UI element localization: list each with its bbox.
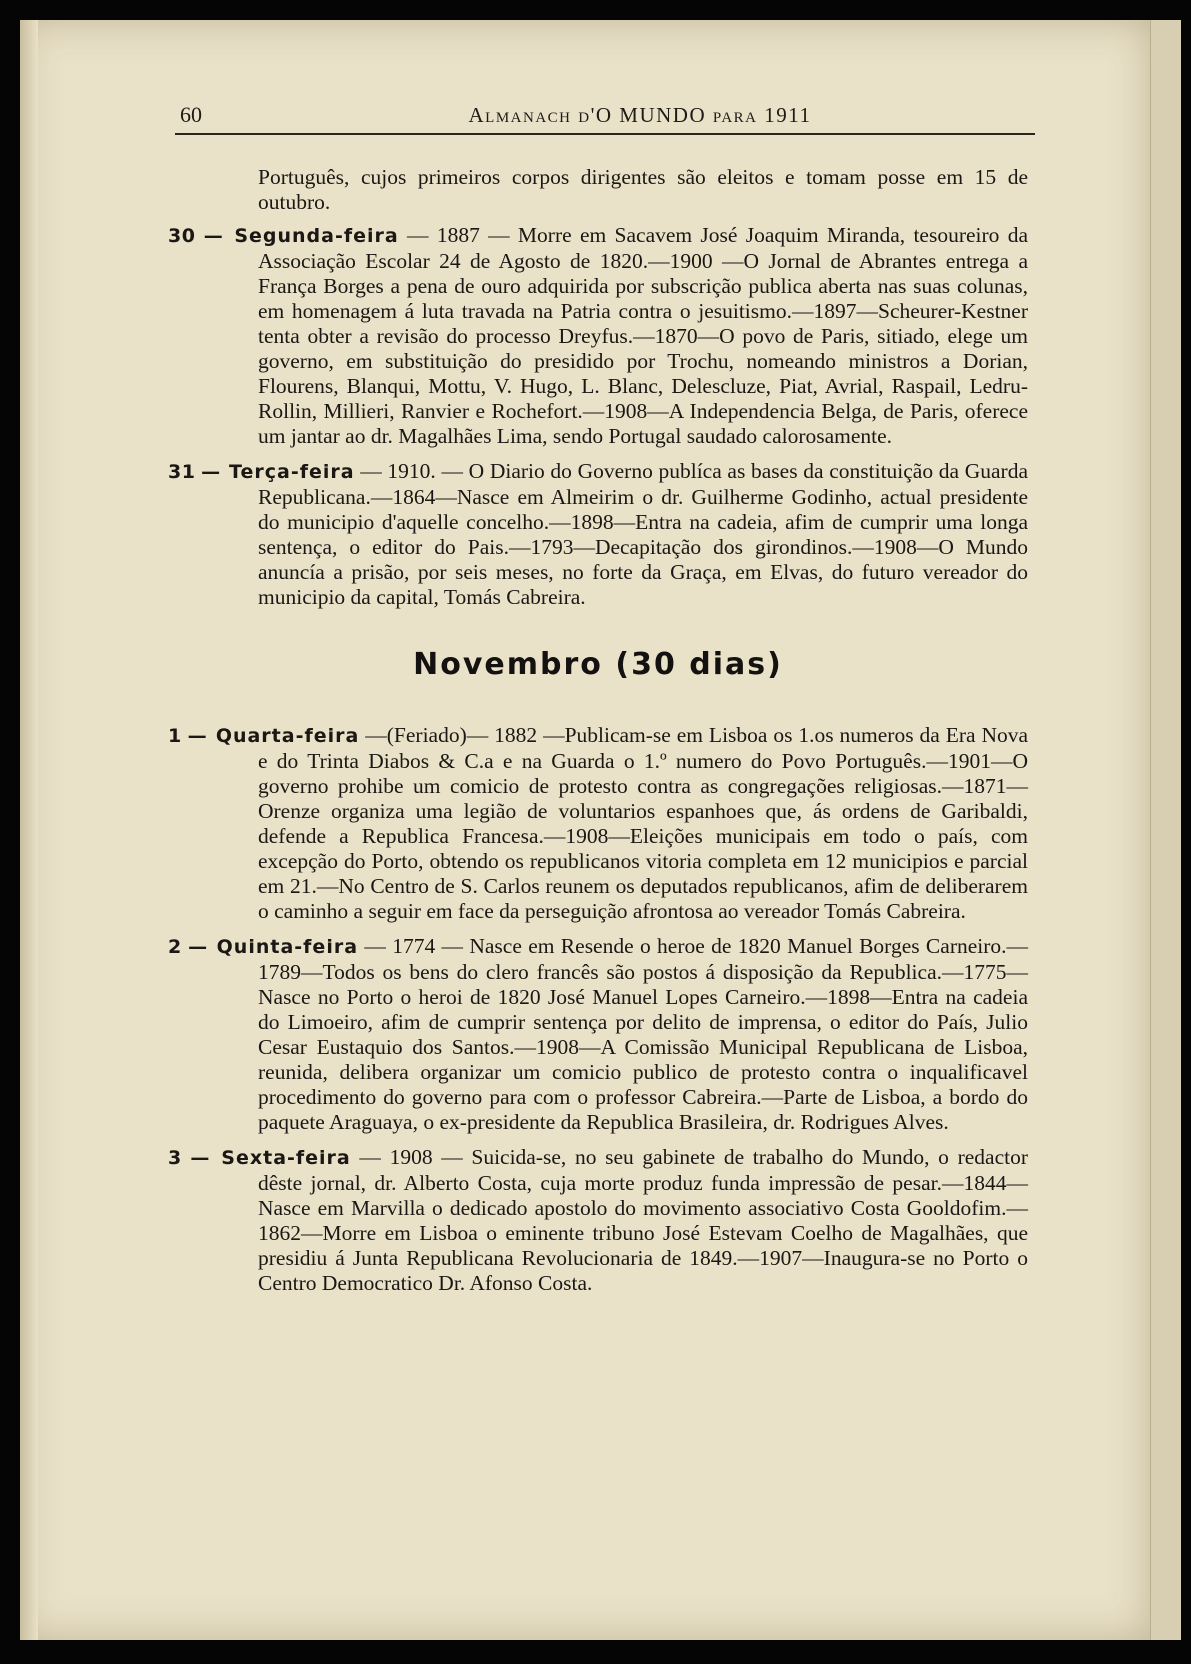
entry-nov-3 (168, 1145, 1028, 1296)
day-number: 2 (168, 936, 182, 958)
day-number: 3 (168, 1147, 182, 1169)
entry-nov-2 (168, 934, 1028, 1135)
weekday-label: — Quinta-feira (188, 936, 359, 958)
running-title: Almanach d'O MUNDO para 1911 (468, 103, 812, 127)
entry-text: — 1887 — Morre em Sacavem José Joaquim Miranda, tesoureiro da Associação Escolar 24 de Agosto de 1820.—1900 —O Jornal de Abrantes entrega a França Borges a pena de ouro adquirida por subscrição publica aberta nas suas colunas, em homenagem á luta travada na Patria contra o jesuitismo.—1897—Scheurer-Kestner tenta obter a revisão do processo Dreyfus.—1870—O povo de Paris, sitiado, elege um governo, em substituição do presidido por Trochu, nomeando ministros a Dorian, Flourens, Blanqui, Mottu, V. Hugo, L. Blanc, Delescluze, Piat, Avrial, Raspail, Ledru-Rollin, Millieri, Ranvier e Rochefort.—1908—A Independencia Belga, de Paris, oferece um jantar ao dr. Magalhães Lima, sendo Portugal saudado calorosamente. (258, 223, 1029, 448)
page-body (168, 165, 1028, 1306)
page-gutter-shadow (20, 20, 38, 1640)
entry-text: — 1774 — Nasce em Resende o heroe de 1820 Manuel Borges Carneiro.—1789—Todos os bens do clero francês são postos á disposição da Republica.—1775—Nasce no Porto o heroi de 1820 José Manuel Lopes Carneiro.—1898—Entra na cadeia do Limoeiro, afim de cumprir sentença por delito de imprensa, o editor do País, Julio Cesar Eustaquio dos Santos.—1908—A Comissão Municipal Republicana de Lisboa, reunida, delibera organizar um comicio publico de protesto contra o inqualificavel procedimento do governo para com o professor Cabreira.—Parte de Lisboa, a bordo do paquete Araguaya, o ex-presidente da Republica Brasileira, dr. Rodrigues Alves. (258, 934, 1029, 1134)
day-number: 30 (168, 225, 196, 247)
weekday-label: — Sexta-feira (190, 1147, 351, 1169)
weekday-label: — Quarta-feira (187, 725, 360, 747)
page-number: 60 (180, 102, 202, 127)
month-heading: Novembro (30 dias) (413, 647, 783, 682)
page-header (180, 88, 1040, 128)
weekday-label: — Terça-feira (201, 461, 355, 483)
entry-text: — 1910. — O Diario do Governo publíca as bases da constituição da Guarda Republicana.—1864—Nasce em Almeirim o dr. Guilherme Godinho, actual presidente do municipio d'aquelle concelho.—1898—Entra na cadeia, afim de cumprir uma longa sentença, o editor do Pais.—1793—Decapitação dos girondinos.—1908—O Mundo anuncía a prisão, por seis meses, no forte da Graça, em Elvas, do futuro vereador do municipio da capital, Tomás Cabreira. (258, 459, 1028, 609)
intro-continuation: Português, cujos primeiros corpos dirigentes são eleitos e tomam posse em 15 de outubro. (258, 165, 1028, 214)
entry-nov-1 (168, 723, 1028, 924)
entry-text: —(Feriado)— 1882 —Publicam-se em Lisboa os 1.os numeros da Era Nova e do Trinta Diabos & C.a e na Guarda o 1.º numero do Povo Português.—1901—O governo prohibe um comicio de protesto contra as congregações religiosas.—1871—Orenze organiza uma legião de voluntarios espanhoes que, ás ordens de Garibaldi, defende a Republica Francesa.—1908—Eleições municipais em todo o país, com excepção do Porto, obtendo os republicanos vitoria completa em 12 municipios e parcial em 21.—No Centro de S. Carlos reunem os deputados republicanos, afim de deliberarem o caminho a seguir em face da perseguição afrontosa ao vereador Tomás Cabreira. (258, 723, 1029, 923)
next-page-edge (1150, 20, 1181, 1640)
day-number: 1 (168, 725, 182, 747)
day-number: 31 (168, 461, 196, 483)
entry-oct-30 (168, 223, 1028, 449)
weekday-label: — Segunda-feira (203, 225, 399, 247)
entry-text: — 1908 — Suicida-se, no seu gabinete de trabalho do Mundo, o redactor dêste jornal, dr. Alberto Costa, cuja morte produz funda impressão de pesar.—1844—Nasce em Marvilla o dedicado apostolo do movimento associativo Costa Gooldofim.—1862—Morre em Lisboa o eminente tribuno José Estevam Coelho de Magalhães, que presidiu á Junta Republicana Revolucionaria de 1849.—1907—Inaugura-se no Porto o Centro Democratico Dr. Afonso Costa. (258, 1145, 1029, 1295)
header-rule (175, 133, 1035, 135)
entry-oct-31 (168, 459, 1028, 610)
